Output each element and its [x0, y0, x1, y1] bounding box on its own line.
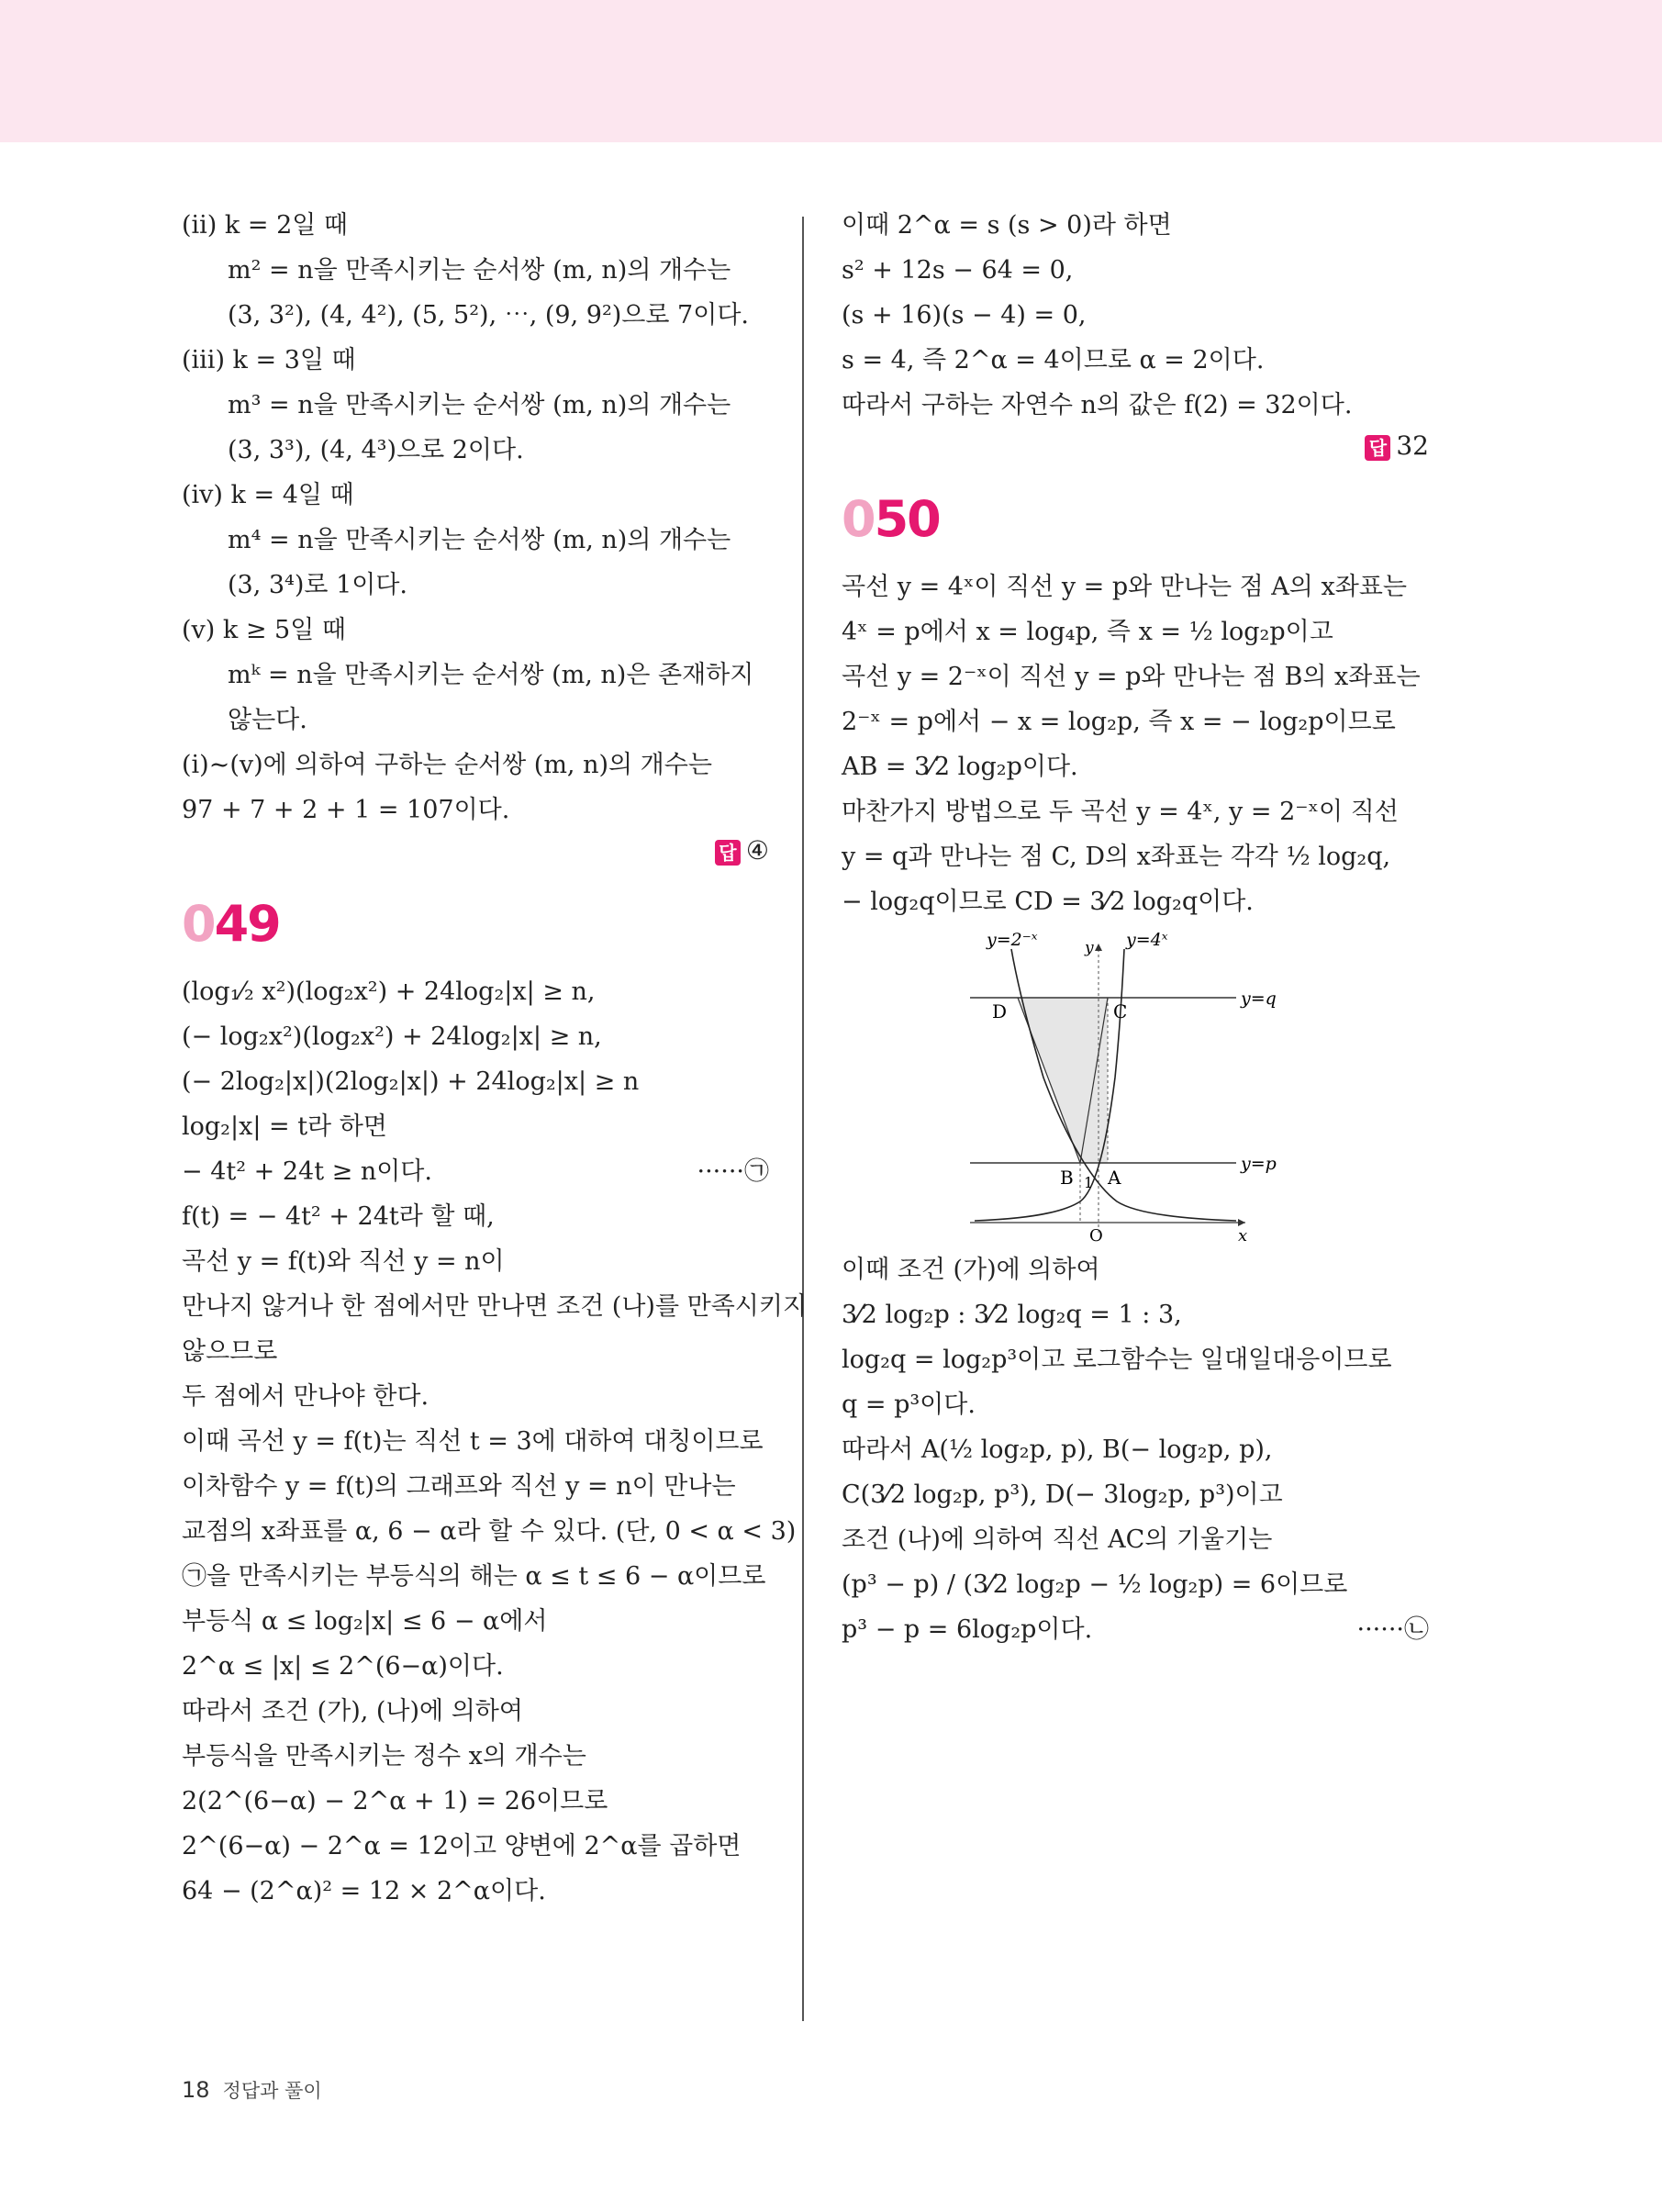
text-line	[182, 1740, 769, 1772]
text-line: s² + 12s − 64 = 0,	[842, 256, 1074, 285]
answer-badge: 답	[1365, 435, 1390, 461]
line-text: (− 2log₂|x|)(2log₂|x|) + 24log₂|x| ≥ n	[182, 1067, 640, 1096]
answer-value: ④	[745, 835, 769, 866]
text-line	[182, 1515, 797, 1547]
column-divider	[802, 217, 804, 2021]
text-line	[182, 1335, 769, 1368]
text-line	[842, 1614, 1429, 1646]
text-line	[182, 1156, 769, 1188]
problem-number-rest: 50	[874, 490, 940, 548]
label-x-axis: x	[1238, 1226, 1248, 1243]
label-origin: O	[1089, 1226, 1103, 1243]
answer-badge: 답	[715, 840, 741, 866]
text-line	[842, 1344, 1429, 1376]
line-text: 64 − (2^α)² = 12 × 2^α이다.	[182, 1877, 546, 1905]
text-line: 97 + 7 + 2 + 1 = 107이다.	[182, 796, 510, 824]
text-line	[182, 1066, 769, 1098]
line-text: log₂q = log₂p³이고 로그함수는 일대일대응이므로	[842, 1346, 1392, 1374]
text-line	[182, 1785, 769, 1817]
line-text: 부등식을 만족시키는 정수 x의 개수는	[182, 1742, 586, 1771]
text-line	[842, 1524, 1429, 1556]
text-line: (ⅴ) k ≥ 5일 때	[182, 616, 346, 644]
text-line: (s + 16)(s − 4) = 0,	[842, 301, 1087, 330]
text-line	[182, 1605, 769, 1637]
solution-050	[842, 571, 1429, 918]
header-band	[0, 0, 1662, 142]
text-line	[182, 1246, 769, 1278]
text-line	[182, 1111, 769, 1143]
page-number: 18	[182, 2077, 210, 2103]
text-line: (ⅳ) k = 4일 때	[182, 481, 354, 509]
text-line: AB = 3⁄2 log₂p이다.	[842, 753, 1078, 781]
text-line: y = q과 만나는 점 C, D의 x좌표는 각각 ½ log₂q,	[842, 843, 1391, 871]
answer-line	[182, 835, 769, 866]
line-text: p³ − p = 6log₂p이다.	[842, 1615, 1093, 1644]
text-line	[842, 1299, 1429, 1331]
text-line: 곡선 y = 2⁻ˣ이 직선 y = p와 만나는 점 B의 x좌표는	[842, 663, 1421, 691]
y-axis-arrow	[1095, 944, 1102, 951]
text-line	[182, 1470, 769, 1503]
text-line: (ⅱ) k = 2일 때	[182, 211, 348, 240]
line-text: 따라서 A(½ log₂p, p), B(− log₂p, p),	[842, 1436, 1273, 1464]
text-line	[182, 1560, 769, 1592]
right-column	[842, 209, 1429, 1659]
line-text: (log₁⁄₂ x²)(log₂x²) + 24log₂|x| ≥ n,	[182, 978, 596, 1006]
line-text: (− log₂x²)(log₂x²) + 24log₂|x| ≥ n,	[182, 1022, 602, 1051]
text-line	[842, 1479, 1429, 1511]
text-line: 2⁻ˣ = p에서 − x = log₂p, 즉 x = − log₂p이므로	[842, 708, 1396, 736]
text-line: mᵏ = n을 만족시키는 순서쌍 (m, n)은 존재하지	[228, 661, 754, 689]
text-line	[842, 1434, 1429, 1466]
text-line: m² = n을 만족시키는 순서쌍 (m, n)의 개수는	[228, 256, 731, 285]
text-line: (3, 3²), (4, 4²), (5, 5²), ⋯, (9, 9²)으로 7이다.	[228, 301, 749, 330]
line-text: 2^α ≤ |x| ≤ 2^(6−α)이다.	[182, 1652, 504, 1681]
label-c: C	[1113, 1000, 1128, 1022]
text-line: 곡선 y = 4ˣ이 직선 y = p와 만나는 점 A의 x좌표는	[842, 573, 1407, 601]
text-line: m³ = n을 만족시키는 순서쌍 (m, n)의 개수는	[228, 391, 731, 419]
label-p: y=p	[1241, 1154, 1277, 1174]
text-line: (3, 3⁴)로 1이다.	[228, 571, 408, 599]
text-line	[182, 1290, 808, 1323]
text-line	[182, 1695, 769, 1727]
line-text: 만나지 않거나 한 점에서만 만나면 조건 (나)를 만족시키지	[182, 1292, 808, 1321]
text-line	[182, 1875, 769, 1907]
graph-svg	[970, 931, 1300, 1243]
line-text: − 4t² + 24t ≥ n이다.	[182, 1157, 432, 1186]
solution-049	[182, 976, 808, 1907]
text-line: − log₂q이므로 CD = 3⁄2 log₂q이다.	[842, 888, 1254, 916]
text-line	[182, 1830, 769, 1862]
text-line: (3, 3³), (4, 4³)으로 2이다.	[228, 436, 524, 464]
label-d: D	[992, 1000, 1008, 1022]
text-line	[182, 1380, 769, 1413]
text-line: s = 4, 즉 2^α = 4이므로 α = 2이다.	[842, 346, 1265, 374]
problem-number-rest: 49	[214, 895, 280, 953]
label-b: B	[1060, 1167, 1074, 1189]
line-text: 않으므로	[182, 1337, 278, 1366]
line-text: 조건 (나)에 의하여 직선 AC의 기울기는	[842, 1525, 1273, 1554]
line-text: ㉠을 만족시키는 부등식의 해는 α ≤ t ≤ 6 − α이므로	[182, 1562, 766, 1591]
equation-mark: ······㉠	[697, 1157, 769, 1186]
label-y-axis: y	[1085, 939, 1094, 957]
answer-line	[842, 430, 1429, 461]
label-q: y=q	[1241, 989, 1277, 1009]
problem-number-049	[182, 897, 769, 952]
label-y2: y=2⁻ˣ	[987, 931, 1038, 950]
line-text: 곡선 y = f(t)와 직선 y = n이	[182, 1247, 505, 1276]
text-line: 마찬가지 방법으로 두 곡선 y = 4ˣ, y = 2⁻ˣ이 직선	[842, 798, 1399, 826]
text-line: m⁴ = n을 만족시키는 순서쌍 (m, n)의 개수는	[228, 526, 731, 554]
exponential-graph-figure	[970, 931, 1429, 1246]
left-column	[182, 209, 808, 1920]
text-line: 이때 2^α = s (s > 0)라 하면	[842, 211, 1172, 240]
line-text: q = p³이다.	[842, 1391, 976, 1419]
line-text: 이차함수 y = f(t)의 그래프와 직선 y = n이 만나는	[182, 1472, 736, 1501]
text-line	[182, 976, 769, 1008]
problem-number-lead: 0	[182, 895, 215, 953]
answer-value: 32	[1396, 430, 1429, 461]
text-line	[842, 1569, 1429, 1601]
label-a: A	[1108, 1167, 1121, 1189]
line-text: (p³ − p) / (3⁄2 log₂p − ½ log₂p) = 6이므로	[842, 1570, 1348, 1599]
text-line: 따라서 구하는 자연수 n의 값은 f(2) = 32이다.	[842, 391, 1353, 419]
text-line	[182, 1201, 769, 1233]
equation-mark: ······㉡	[1356, 1615, 1429, 1644]
line-text: log₂|x| = t라 하면	[182, 1112, 387, 1141]
solution-048-tail	[182, 209, 769, 826]
line-text: 두 점에서 만나야 한다.	[182, 1382, 429, 1411]
text-line	[182, 1650, 769, 1682]
text-line: (ⅰ)~(ⅴ)에 의하여 구하는 순서쌍 (m, n)의 개수는	[182, 751, 712, 779]
line-text: 따라서 조건 (가), (나)에 의하여	[182, 1697, 523, 1726]
problem-number-lead: 0	[842, 490, 875, 548]
line-text: 이때 조건 (가)에 의하여	[842, 1256, 1100, 1284]
text-line	[842, 1389, 1429, 1421]
line-text: C(3⁄2 log₂p, p³), D(− 3log₂p, p³)이고	[842, 1480, 1283, 1509]
line-text: f(t) = − 4t² + 24t라 할 때,	[182, 1202, 495, 1231]
text-line	[842, 1254, 1429, 1286]
solution-050-cont	[842, 1254, 1429, 1646]
x-axis-arrow	[1238, 1219, 1245, 1226]
section-title: 정답과 풀이	[222, 2080, 322, 2102]
line-text: 부등식 α ≤ log₂|x| ≤ 6 − α에서	[182, 1607, 548, 1636]
problem-number-050	[842, 492, 1429, 547]
line-text: 이때 곡선 y = f(t)는 직선 t = 3에 대하여 대칭이므로	[182, 1427, 764, 1456]
text-line	[182, 1021, 769, 1053]
label-one: 1	[1084, 1174, 1094, 1191]
text-line	[182, 1425, 769, 1458]
line-text: 2(2^(6−α) − 2^α + 1) = 26이므로	[182, 1787, 608, 1815]
label-y4: y=4ˣ	[1126, 931, 1168, 950]
text-line: 4ˣ = p에서 x = log₄p, 즉 x = ½ log₂p이고	[842, 618, 1333, 646]
line-text: 3⁄2 log₂p : 3⁄2 log₂q = 1 : 3,	[842, 1301, 1182, 1329]
curve-2-neg-x	[1011, 949, 1236, 1221]
text-line: (ⅲ) k = 3일 때	[182, 346, 356, 374]
text-line: 않는다.	[228, 706, 307, 734]
line-text: 교점의 x좌표를 α, 6 − α라 할 수 있다. (단, 0 < α < 3)	[182, 1517, 797, 1546]
solution-049-tail	[842, 209, 1429, 421]
page-footer	[182, 2076, 322, 2104]
line-text: 2^(6−α) − 2^α = 12이고 양변에 2^α를 곱하면	[182, 1832, 742, 1860]
